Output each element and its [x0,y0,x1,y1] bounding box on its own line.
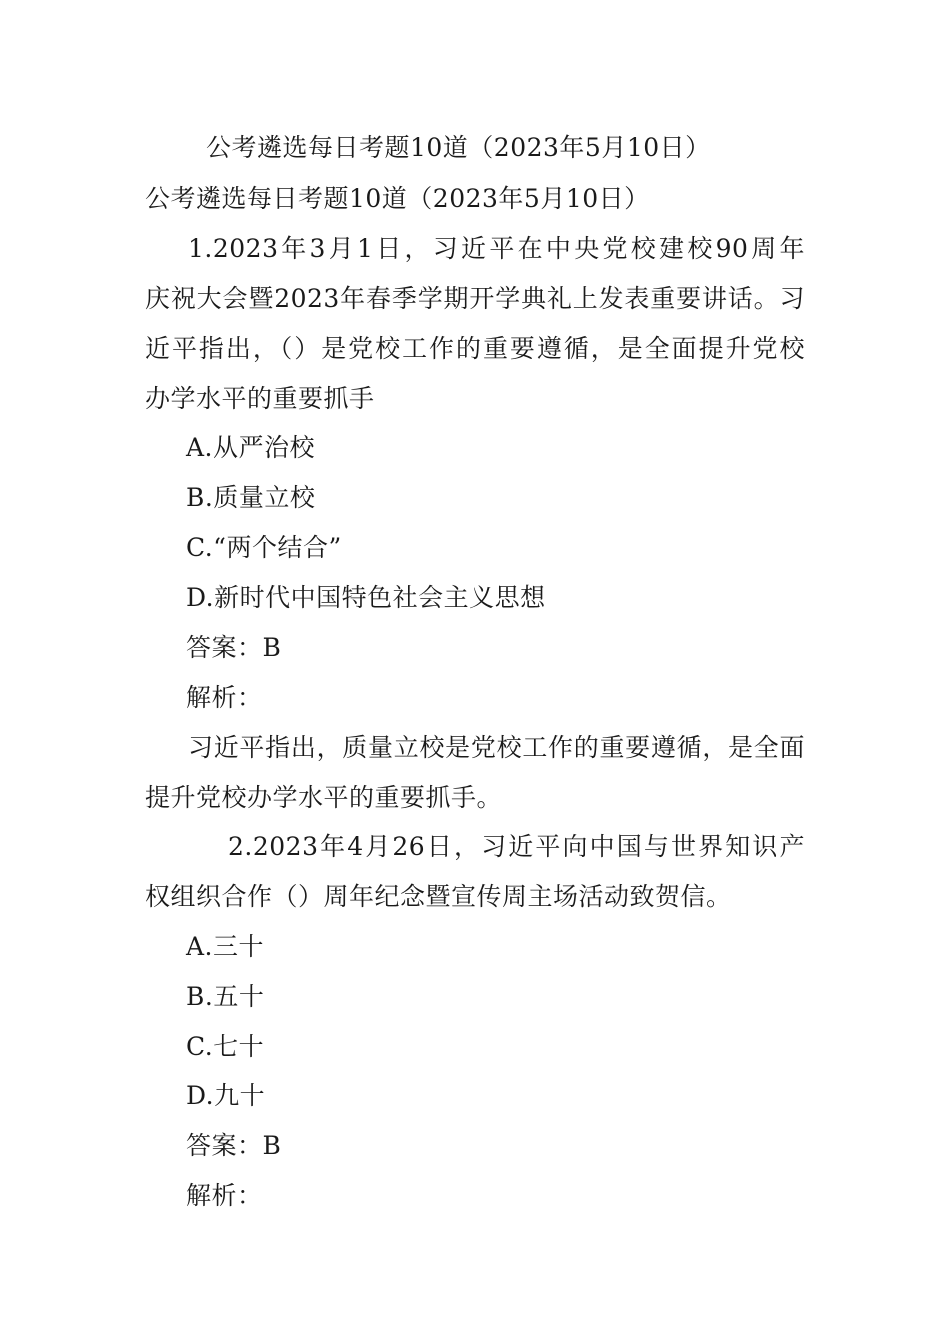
question-2-line-1: 2.2023年4月26日，习近平向中国与世界知识产 [228,832,805,861]
question-2-answer: 答案：B [186,1131,282,1160]
question-2-option-b: B.五十 [186,982,265,1011]
question-1-option-d: D.新时代中国特色社会主义思想 [186,583,546,612]
question-1-analysis-label: 解析： [186,683,263,712]
question-2-analysis-label: 解析： [186,1181,263,1210]
question-1-option-b: B.质量立校 [186,483,316,512]
question-2-option-d: D.九十 [186,1081,266,1110]
question-1-analysis-line-1: 习近平指出，质量立校是党校工作的重要遵循，是全面 [188,733,805,762]
question-1-line-1: 1.2023年3月1日，习近平在中央党校建校90周年 [188,234,805,263]
document-title: 公考遴选每日考题10道（2023年5月10日） [145,184,650,213]
question-2-line-2: 权组织合作（）周年纪念暨宣传周主场活动致贺信。 [145,882,732,911]
question-2-option-a: A.三十 [186,932,265,961]
question-2-option-c: C.七十 [186,1032,265,1061]
question-1-answer: 答案：B [186,633,282,662]
header-title: 公考遴选每日考题10道（2023年5月10日） [206,133,711,162]
question-1-option-a: A.从严治校 [186,433,316,462]
question-1-line-4: 办学水平的重要抓手 [145,384,375,413]
question-1-line-2: 庆祝大会暨2023年春季学期开学典礼上发表重要讲话。习 [145,284,805,313]
question-1-analysis-line-2: 提升党校办学水平的重要抓手。 [145,783,503,812]
question-1-line-3: 近平指出，（）是党校工作的重要遵循，是全面提升党校 [145,334,805,363]
question-1-option-c: C.“两个结合” [186,533,342,562]
